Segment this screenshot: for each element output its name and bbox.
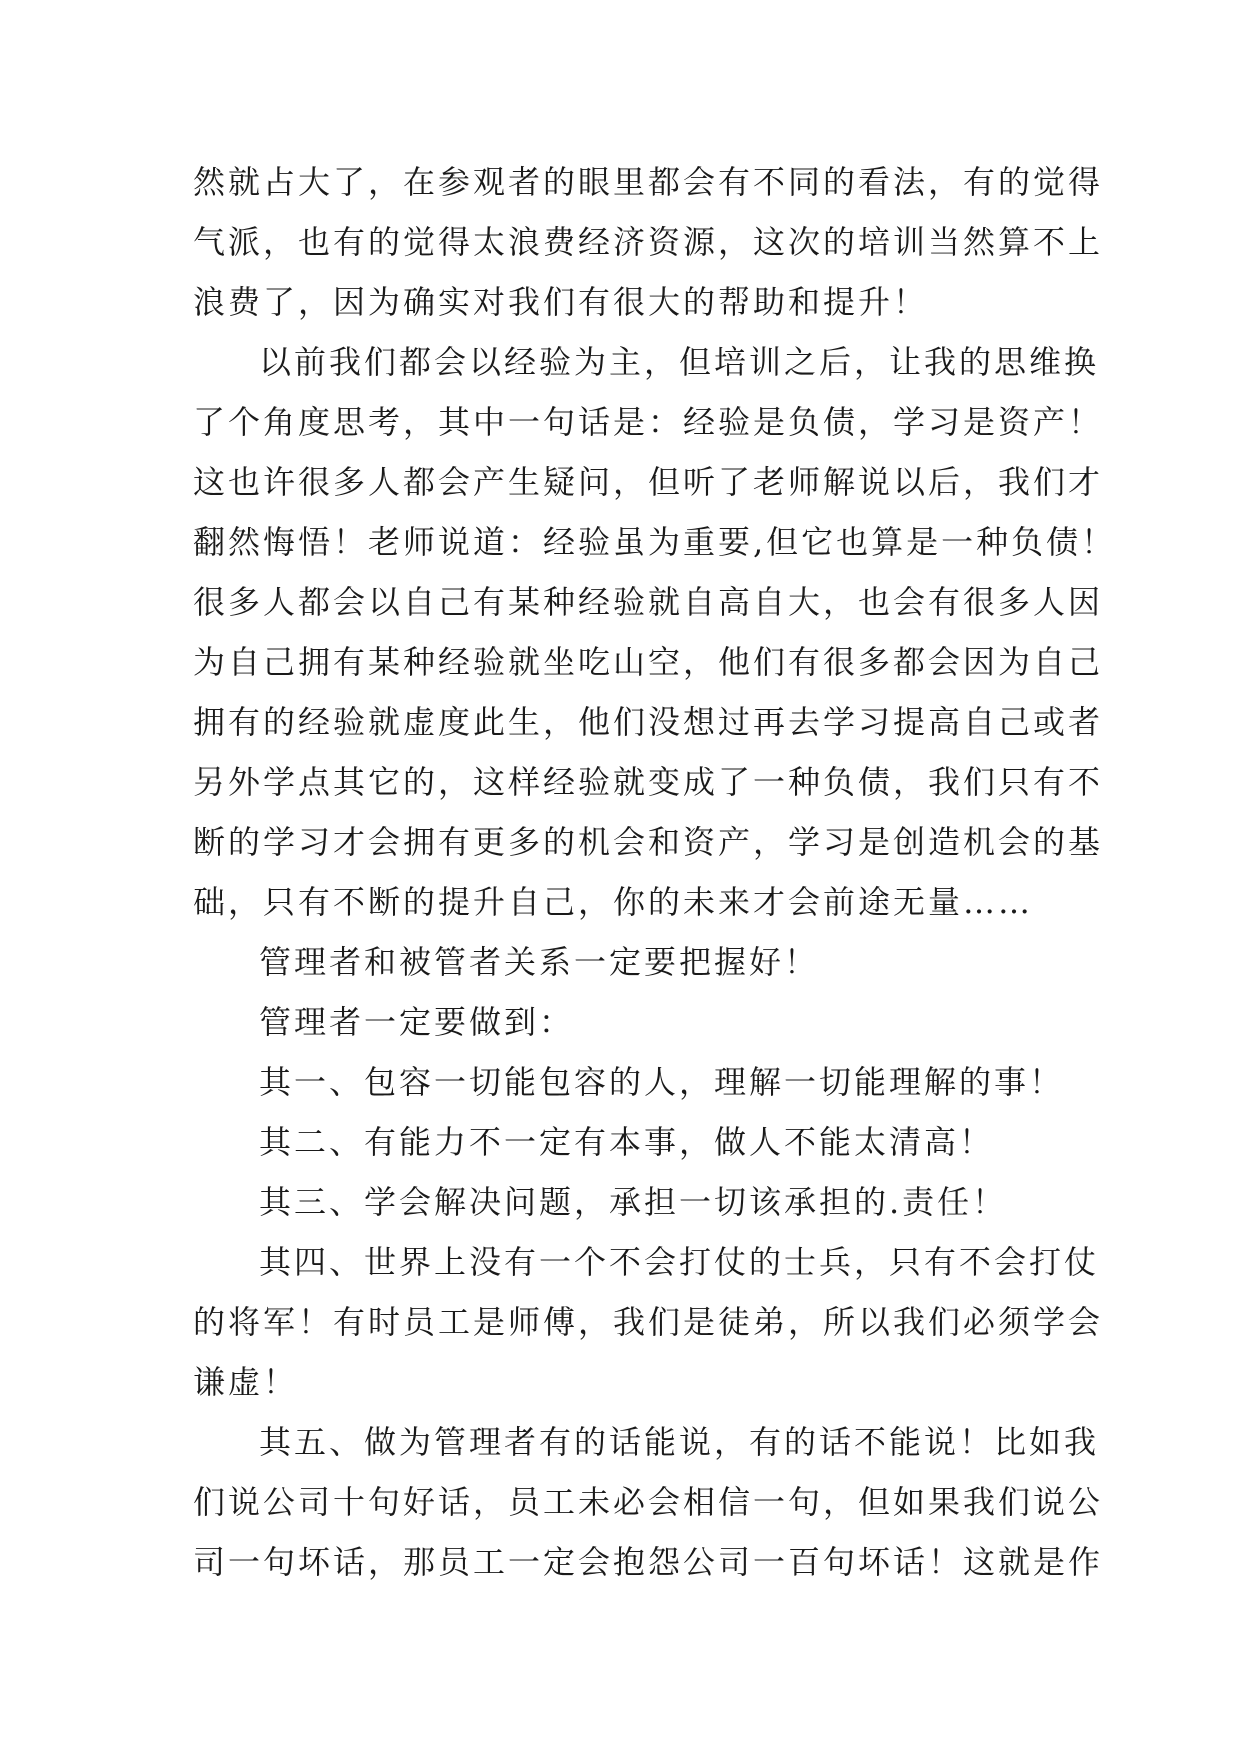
text-line: 司一句坏话，那员工一定会抱怨公司一百句坏话！这就是作	[193, 1543, 1104, 1581]
document-body	[193, 152, 1117, 1592]
text-line: 管理者一定要做到：	[259, 1003, 575, 1041]
text-line: 以前我们都会以经验为主，但培训之后，让我的思维换	[259, 343, 1100, 381]
text-line: 其四、世界上没有一个不会打仗的士兵，只有不会打仗	[259, 1243, 1100, 1281]
text-line: 管理者和被管者关系一定要把握好！	[259, 943, 820, 981]
text-line: 翻然悔悟！老师说道：经验虽为重要,但它也算是一种负债！	[193, 523, 1117, 561]
text-line: 然就占大了，在参观者的眼里都会有不同的看法，有的觉得	[193, 163, 1104, 201]
text-line: 拥有的经验就虚度此生，他们没想过再去学习提高自己或者	[193, 703, 1104, 741]
text-line: 断的学习才会拥有更多的机会和资产，学习是创造机会的基	[193, 823, 1104, 861]
text-line: 很多人都会以自己有某种经验就自高自大，也会有很多人因	[193, 583, 1104, 621]
text-line: 气派，也有的觉得太浪费经济资源，这次的培训当然算不上	[193, 223, 1104, 261]
text-line: 其二、有能力不一定有本事，做人不能太清高！	[259, 1123, 995, 1161]
text-line: 这也许很多人都会产生疑问，但听了老师解说以后，我们才	[193, 463, 1104, 501]
text-line: 另外学点其它的，这样经验就变成了一种负债，我们只有不	[193, 763, 1104, 801]
text-line: 础，只有不断的提升自己，你的未来才会前途无量……	[193, 883, 1034, 921]
text-line: 的将军！有时员工是师傅，我们是徒弟，所以我们必须学会	[193, 1303, 1104, 1341]
text-line: 其五、做为管理者有的话能说，有的话不能说！比如我	[259, 1423, 1100, 1461]
text-line: 了个角度思考，其中一句话是：经验是负债，学习是资产！	[193, 403, 1104, 441]
text-line: 为自己拥有某种经验就坐吃山空，他们有很多都会因为自己	[193, 643, 1104, 681]
text-line: 浪费了，因为确实对我们有很大的帮助和提升！	[193, 283, 929, 321]
text-line: 其三、学会解决问题，承担一切该承担的.责任！	[259, 1183, 1008, 1221]
text-line: 们说公司十句好话，员工未必会相信一句，但如果我们说公	[193, 1483, 1104, 1521]
text-line: 谦虚！	[193, 1363, 299, 1401]
text-line: 其一、包容一切能包容的人，理解一切能理解的事！	[259, 1063, 1065, 1101]
